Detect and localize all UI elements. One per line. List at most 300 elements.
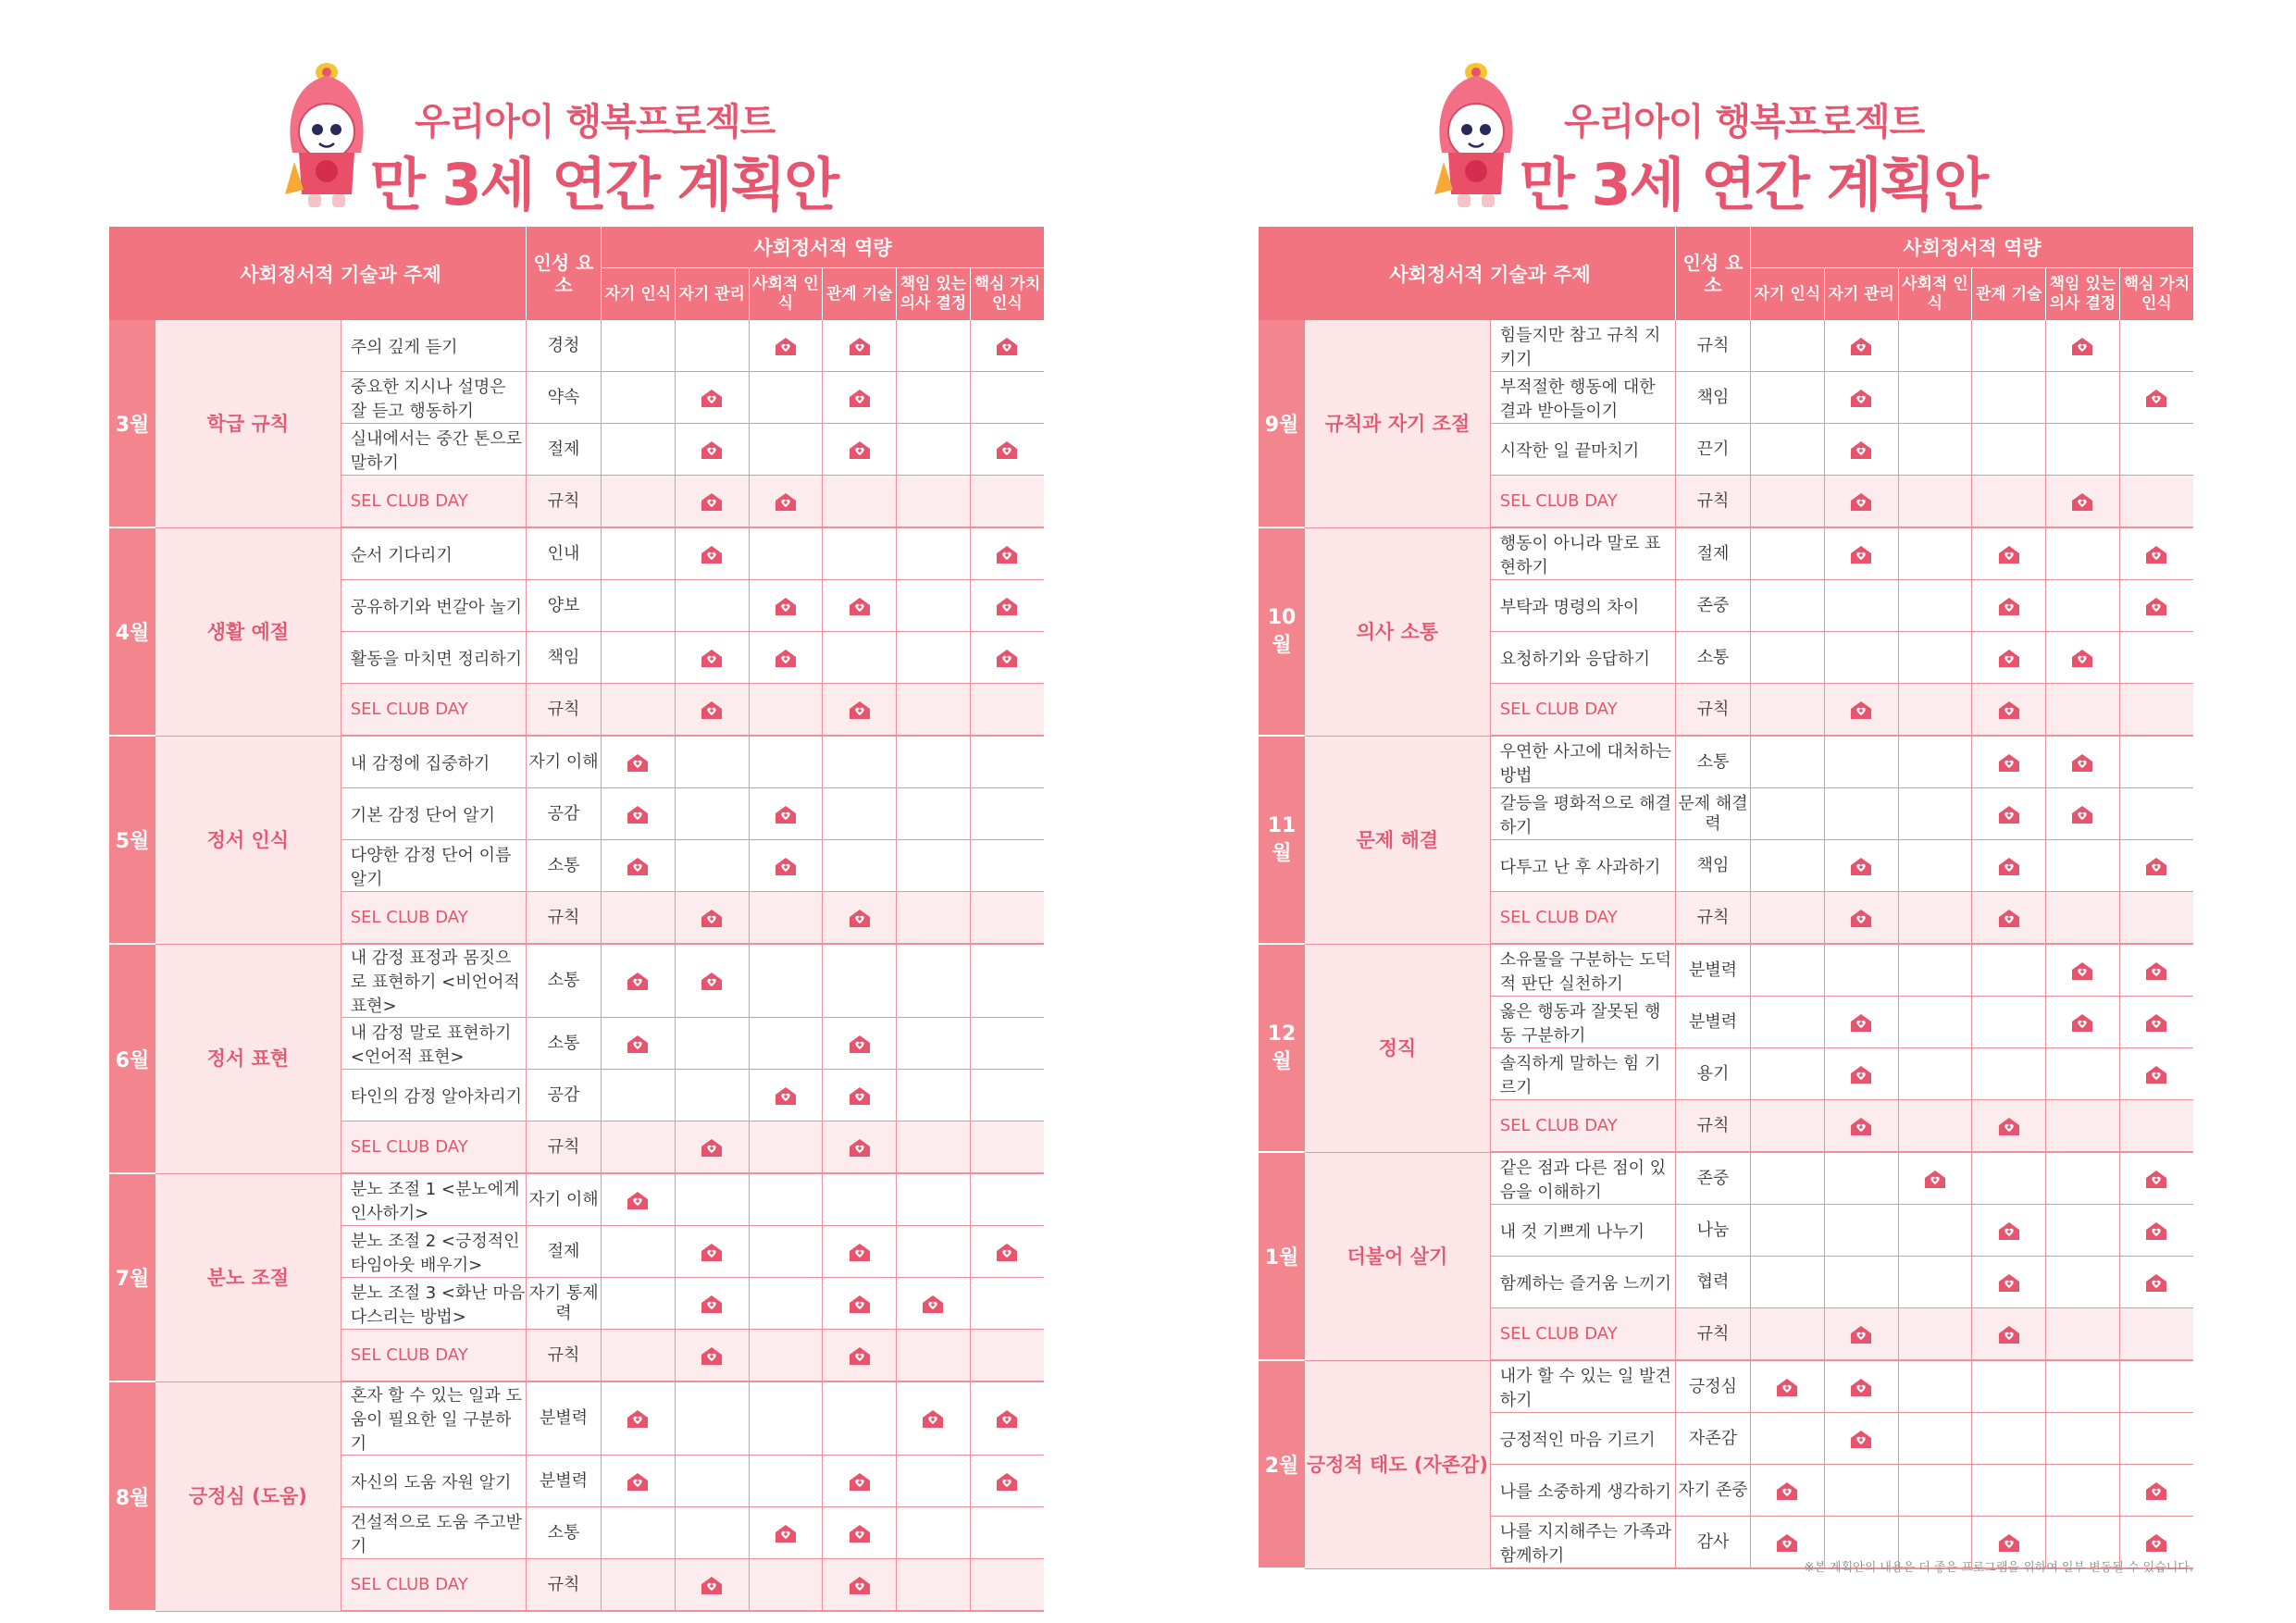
month-label: 7월 <box>109 1173 155 1381</box>
header-competency: 사회정서적 역량 <box>1751 227 2194 268</box>
competency-cell <box>602 1018 676 1070</box>
competency-cell <box>1972 372 2046 424</box>
competency-cell <box>2119 1465 2193 1517</box>
character-element: 공감 <box>527 788 602 840</box>
house-heart-icon <box>1997 699 2021 721</box>
competency-cell <box>2119 736 2193 788</box>
competency-cell <box>1972 320 2046 372</box>
skill-topic: 솔직하게 말하는 힘 기르기 <box>1490 1048 1675 1100</box>
competency-cell <box>1751 736 1825 788</box>
house-heart-icon <box>1997 803 2021 825</box>
competency-cell <box>1824 788 1898 840</box>
competency-cell <box>2046 372 2120 424</box>
competency-cell <box>897 1381 971 1456</box>
character-element: 긍정심 <box>1676 1360 1751 1413</box>
competency-cell <box>675 580 749 632</box>
house-heart-icon <box>1997 1115 2021 1137</box>
competency-cell <box>602 1456 676 1507</box>
competency-cell <box>675 1018 749 1070</box>
house-heart-icon <box>700 647 724 669</box>
skill-topic: 내 감정 표정과 몸짓으로 표현하기 <비언어적 표현> <box>341 944 526 1018</box>
house-heart-icon <box>995 1407 1019 1430</box>
competency-cell <box>1898 1205 1972 1257</box>
house-heart-icon <box>1849 1428 1873 1450</box>
competency-cell <box>749 684 823 737</box>
competency-cell <box>1751 1360 1825 1413</box>
competency-cell <box>823 788 897 840</box>
competency-cell <box>970 1018 1044 1070</box>
competency-cell <box>1898 580 1972 632</box>
competency-cell <box>1972 580 2046 632</box>
skill-topic: 실내에서는 중간 톤으로 말하기 <box>341 424 526 476</box>
house-heart-icon <box>774 803 798 825</box>
theme-label: 의사 소통 <box>1305 527 1490 736</box>
competency-cell <box>897 840 971 892</box>
competency-cell <box>970 1278 1044 1330</box>
competency-cell <box>602 1278 676 1330</box>
house-heart-icon <box>1849 699 1873 721</box>
competency-cell <box>675 1278 749 1330</box>
table-row <box>1259 1152 2193 1205</box>
competency-cell <box>675 632 749 684</box>
house-heart-icon <box>626 970 650 992</box>
skill-topic: 나를 지지해주는 가족과 함께하기 <box>1490 1517 1675 1569</box>
plan-panel-left <box>109 56 1044 1612</box>
house-heart-icon <box>848 907 872 929</box>
competency-cell <box>823 1381 897 1456</box>
competency-cell <box>1751 1048 1825 1100</box>
theme-label: 정서 인식 <box>155 736 341 944</box>
competency-cell <box>897 1226 971 1278</box>
month-label: 3월 <box>109 320 155 527</box>
competency-cell <box>1751 684 1825 737</box>
table-row <box>109 320 1044 372</box>
competency-cell <box>823 840 897 892</box>
title-line2: 만 3세 연간 계획안 <box>1520 151 1988 218</box>
skill-topic: 갈등을 평화적으로 해결하기 <box>1490 788 1675 840</box>
competency-cell <box>675 1559 749 1612</box>
house-heart-icon <box>1849 335 1873 357</box>
header-skill: 사회정서적 기술과 주제 <box>1305 227 1676 320</box>
competency-cell <box>1972 1308 2046 1361</box>
competency-cell <box>2119 580 2193 632</box>
skill-topic: 분노 조절 2 <긍정적인 타임아웃 배우기> <box>341 1226 526 1278</box>
plan-table-body <box>109 320 1044 1611</box>
competency-cell <box>675 736 749 788</box>
competency-cell <box>2119 527 2193 580</box>
theme-label: 학급 규칙 <box>155 320 341 527</box>
competency-cell <box>897 1278 971 1330</box>
skill-topic: 분노 조절 1 <분노에게 인사하기> <box>341 1173 526 1226</box>
competency-cell <box>1972 1100 2046 1153</box>
house-heart-icon <box>2144 595 2168 617</box>
competency-cell <box>1972 632 2046 684</box>
house-heart-icon <box>700 543 724 565</box>
club-day-label: SEL CLUB DAY <box>341 1330 526 1382</box>
competency-cell <box>1972 1465 2046 1517</box>
competency-cell <box>2119 1308 2193 1361</box>
competency-cell <box>675 1173 749 1226</box>
competency-cell <box>602 1559 676 1612</box>
competency-cell <box>2046 424 2120 476</box>
character-element: 절제 <box>527 1226 602 1278</box>
character-element: 존중 <box>1676 580 1751 632</box>
competency-cell <box>1751 788 1825 840</box>
competency-cell <box>1751 997 1825 1048</box>
competency-cell <box>970 1330 1044 1382</box>
competency-cell <box>1972 1413 2046 1465</box>
club-day-label: SEL CLUB DAY <box>341 476 526 528</box>
house-heart-icon <box>626 803 650 825</box>
competency-cell <box>897 944 971 1018</box>
competency-cell <box>823 476 897 528</box>
house-heart-icon <box>2070 960 2094 982</box>
competency-cell <box>2046 840 2120 892</box>
table-row <box>1259 736 2193 788</box>
character-element: 자기 통제력 <box>527 1278 602 1330</box>
house-heart-icon <box>2070 1011 2094 1034</box>
house-heart-icon <box>1775 1376 1799 1398</box>
house-heart-icon <box>774 595 798 617</box>
competency-cell <box>1972 684 2046 737</box>
header-sub: 자기 인식 <box>602 268 676 321</box>
house-heart-icon <box>1775 1480 1799 1502</box>
skill-topic: 타인의 감정 알아차리기 <box>341 1070 526 1121</box>
skill-topic: 옳은 행동과 잘못된 행동 구분하기 <box>1490 997 1675 1048</box>
skill-topic: 다투고 난 후 사과하기 <box>1490 840 1675 892</box>
skill-topic: 시작한 일 끝마치기 <box>1490 424 1675 476</box>
competency-cell <box>1972 788 2046 840</box>
house-heart-icon <box>848 1574 872 1596</box>
competency-cell <box>1972 840 2046 892</box>
house-heart-icon <box>848 1470 872 1493</box>
competency-cell <box>897 1559 971 1612</box>
competency-cell <box>749 1070 823 1121</box>
skill-topic: 같은 점과 다른 점이 있음을 이해하기 <box>1490 1152 1675 1205</box>
house-heart-icon <box>1849 387 1873 409</box>
competency-cell <box>970 320 1044 372</box>
house-heart-icon <box>1849 1323 1873 1345</box>
club-day-label: SEL CLUB DAY <box>341 1559 526 1612</box>
month-label: 6월 <box>109 944 155 1173</box>
competency-cell <box>1824 1257 1898 1308</box>
month-label: 1월 <box>1259 1152 1305 1360</box>
competency-cell <box>675 527 749 580</box>
header-sub: 핵심 가치 인식 <box>2119 268 2193 321</box>
header-sub: 자기 관리 <box>1824 268 1898 321</box>
club-day-label: SEL CLUB DAY <box>1490 1100 1675 1153</box>
character-element: 규칙 <box>1676 1308 1751 1361</box>
competency-cell <box>823 580 897 632</box>
competency-cell <box>602 736 676 788</box>
competency-cell <box>675 944 749 1018</box>
house-heart-icon <box>848 1136 872 1158</box>
competency-cell <box>1751 1100 1825 1153</box>
character-element: 협력 <box>1676 1257 1751 1308</box>
competency-cell <box>749 372 823 424</box>
competency-cell <box>970 840 1044 892</box>
house-heart-icon <box>1775 1531 1799 1554</box>
club-day-label: SEL CLUB DAY <box>341 684 526 737</box>
skill-topic: 소유물을 구분하는 도덕적 판단 실천하기 <box>1490 944 1675 997</box>
competency-cell <box>897 320 971 372</box>
month-label: 2월 <box>1259 1360 1305 1568</box>
competency-cell <box>749 944 823 1018</box>
character-element: 분별력 <box>527 1456 602 1507</box>
house-heart-icon <box>1849 1376 1873 1398</box>
competency-cell <box>2119 1100 2193 1153</box>
skill-topic: 우연한 사고에 대처하는 방법 <box>1490 736 1675 788</box>
title-line1: 우리아이 행복프로젝트 <box>1564 101 1925 143</box>
competency-cell <box>1824 1152 1898 1205</box>
competency-cell <box>970 1173 1044 1226</box>
house-heart-icon <box>1849 855 1873 877</box>
character-element: 소통 <box>527 840 602 892</box>
competency-cell <box>675 788 749 840</box>
table-row <box>1259 320 2193 372</box>
competency-cell <box>602 632 676 684</box>
table-row <box>1259 527 2193 580</box>
competency-cell <box>749 1278 823 1330</box>
skill-topic: 긍정적인 마음 기르기 <box>1490 1413 1675 1465</box>
character-element: 소통 <box>527 1507 602 1559</box>
competency-cell <box>1824 944 1898 997</box>
character-element: 공감 <box>527 1070 602 1121</box>
mascot-icon <box>276 56 378 213</box>
competency-cell <box>2119 1048 2193 1100</box>
skill-topic: 내 감정에 집중하기 <box>341 736 526 788</box>
competency-cell <box>2046 788 2120 840</box>
competency-cell <box>749 1381 823 1456</box>
competency-cell <box>1751 424 1825 476</box>
competency-cell <box>970 944 1044 1018</box>
competency-cell <box>1972 527 2046 580</box>
mascot-icon <box>1425 56 1527 213</box>
theme-label: 생활 예절 <box>155 527 341 736</box>
competency-cell <box>2046 476 2120 528</box>
house-heart-icon <box>2144 1220 2168 1242</box>
competency-cell <box>2119 944 2193 997</box>
competency-cell <box>970 736 1044 788</box>
competency-cell <box>970 476 1044 528</box>
competency-cell <box>1751 632 1825 684</box>
character-element: 소통 <box>527 1018 602 1070</box>
competency-cell <box>2119 632 2193 684</box>
competency-cell <box>1751 840 1825 892</box>
house-heart-icon <box>1849 543 1873 565</box>
character-element: 분별력 <box>527 1381 602 1456</box>
header-sub: 책임 있는 의사 결정 <box>2046 268 2120 321</box>
theme-label: 분노 조절 <box>155 1173 341 1381</box>
house-heart-icon <box>626 855 650 877</box>
house-heart-icon <box>2144 1063 2168 1085</box>
competency-cell <box>602 1381 676 1456</box>
competency-cell <box>2119 788 2193 840</box>
house-heart-icon <box>700 439 724 461</box>
competency-cell <box>897 684 971 737</box>
character-element: 규칙 <box>527 892 602 945</box>
competency-cell <box>749 788 823 840</box>
competency-cell <box>970 892 1044 945</box>
club-day-label: SEL CLUB DAY <box>1490 1308 1675 1361</box>
table-row <box>1259 1360 2193 1413</box>
competency-cell <box>2046 1308 2120 1361</box>
house-heart-icon <box>1997 855 2021 877</box>
competency-cell <box>602 527 676 580</box>
house-heart-icon <box>995 439 1019 461</box>
competency-cell <box>897 1330 971 1382</box>
competency-cell <box>970 1456 1044 1507</box>
competency-cell <box>2046 580 2120 632</box>
competency-cell <box>749 892 823 945</box>
competency-cell <box>2119 320 2193 372</box>
competency-cell <box>823 1278 897 1330</box>
competency-cell <box>602 1070 676 1121</box>
competency-cell <box>1972 997 2046 1048</box>
house-heart-icon <box>774 335 798 357</box>
competency-cell <box>1972 1205 2046 1257</box>
competency-cell <box>602 1173 676 1226</box>
competency-cell <box>675 840 749 892</box>
competency-cell <box>675 424 749 476</box>
competency-cell <box>2046 1360 2120 1413</box>
house-heart-icon <box>700 490 724 513</box>
character-element: 책임 <box>527 632 602 684</box>
competency-cell <box>2119 1152 2193 1205</box>
competency-cell <box>897 476 971 528</box>
table-row <box>109 736 1044 788</box>
skill-topic: 부적절한 행동에 대한 결과 받아들이기 <box>1490 372 1675 424</box>
character-element: 자존감 <box>1676 1413 1751 1465</box>
theme-label: 정직 <box>1305 944 1490 1152</box>
house-heart-icon <box>848 1344 872 1367</box>
house-heart-icon <box>626 751 650 774</box>
house-heart-icon <box>1849 439 1873 461</box>
skill-topic: 기본 감정 단어 알기 <box>341 788 526 840</box>
house-heart-icon <box>2070 803 2094 825</box>
competency-cell <box>823 892 897 945</box>
competency-cell <box>970 1070 1044 1121</box>
competency-cell <box>970 788 1044 840</box>
competency-cell <box>1824 892 1898 945</box>
skill-topic: 중요한 지시나 설명은 잘 듣고 행동하기 <box>341 372 526 424</box>
competency-cell <box>1751 476 1825 528</box>
skill-topic: 활동을 마치면 정리하기 <box>341 632 526 684</box>
character-element: 용기 <box>1676 1048 1751 1100</box>
character-element: 인내 <box>527 527 602 580</box>
competency-cell <box>1751 1152 1825 1205</box>
month-label: 8월 <box>109 1381 155 1611</box>
title-line1: 우리아이 행복프로젝트 <box>415 101 776 143</box>
competency-cell <box>1824 1100 1898 1153</box>
competency-cell <box>823 1226 897 1278</box>
competency-cell <box>1824 684 1898 737</box>
competency-cell <box>1972 944 2046 997</box>
house-heart-icon <box>774 1084 798 1107</box>
competency-cell <box>2046 997 2120 1048</box>
theme-label: 더불어 살기 <box>1305 1152 1490 1360</box>
competency-cell <box>1824 320 1898 372</box>
skill-topic: 자신의 도움 자원 알기 <box>341 1456 526 1507</box>
character-element: 소통 <box>1676 632 1751 684</box>
header-element: 인성 요소 <box>1676 227 1751 320</box>
skill-topic: 건설적으로 도움 주고받기 <box>341 1507 526 1559</box>
club-day-label: SEL CLUB DAY <box>1490 892 1675 945</box>
competency-cell <box>749 580 823 632</box>
competency-cell <box>2119 1360 2193 1413</box>
panel-header <box>109 56 1044 227</box>
character-element: 양보 <box>527 580 602 632</box>
competency-cell <box>749 840 823 892</box>
house-heart-icon <box>700 1293 724 1315</box>
house-heart-icon <box>700 1136 724 1158</box>
character-element: 감사 <box>1676 1517 1751 1569</box>
competency-cell <box>749 736 823 788</box>
header-sub: 자기 인식 <box>1751 268 1825 321</box>
character-element: 끈기 <box>1676 424 1751 476</box>
house-heart-icon <box>1997 751 2021 774</box>
header-sub: 사회적 인식 <box>749 268 823 321</box>
competency-cell <box>823 632 897 684</box>
character-element: 절제 <box>1676 527 1751 580</box>
competency-cell <box>1898 1152 1972 1205</box>
competency-cell <box>897 424 971 476</box>
table-row <box>109 944 1044 1018</box>
house-heart-icon <box>848 1522 872 1544</box>
competency-cell <box>823 1559 897 1612</box>
competency-cell <box>1824 372 1898 424</box>
competency-cell <box>2046 1465 2120 1517</box>
skill-topic: 내 것 기쁘게 나누기 <box>1490 1205 1675 1257</box>
character-element: 규칙 <box>527 1559 602 1612</box>
skill-topic: 공유하기와 번갈아 놀기 <box>341 580 526 632</box>
month-label: 10월 <box>1259 527 1305 736</box>
club-day-label: SEL CLUB DAY <box>341 1121 526 1174</box>
month-label: 4월 <box>109 527 155 736</box>
house-heart-icon <box>848 1241 872 1263</box>
character-element: 소통 <box>1676 736 1751 788</box>
competency-cell <box>823 320 897 372</box>
competency-cell <box>1824 424 1898 476</box>
month-label: 11월 <box>1259 736 1305 944</box>
competency-cell <box>1824 1360 1898 1413</box>
house-heart-icon <box>995 335 1019 357</box>
character-element: 약속 <box>527 372 602 424</box>
competency-cell <box>602 320 676 372</box>
header-skill: 사회정서적 기술과 주제 <box>155 227 527 320</box>
house-heart-icon <box>1997 1531 2021 1554</box>
competency-cell <box>823 372 897 424</box>
house-heart-icon <box>700 699 724 721</box>
competency-cell <box>823 424 897 476</box>
competency-cell <box>970 424 1044 476</box>
house-heart-icon <box>848 387 872 409</box>
character-element: 분별력 <box>1676 944 1751 997</box>
competency-cell <box>823 684 897 737</box>
competency-cell <box>2046 527 2120 580</box>
character-element: 규칙 <box>1676 476 1751 528</box>
house-heart-icon <box>848 1084 872 1107</box>
competency-cell <box>970 684 1044 737</box>
header-sub: 자기 관리 <box>675 268 749 321</box>
competency-cell <box>1751 1257 1825 1308</box>
house-heart-icon <box>2144 855 2168 877</box>
house-heart-icon <box>774 647 798 669</box>
house-heart-icon <box>774 855 798 877</box>
table-row <box>109 527 1044 580</box>
competency-cell <box>897 632 971 684</box>
theme-label: 정서 표현 <box>155 944 341 1173</box>
